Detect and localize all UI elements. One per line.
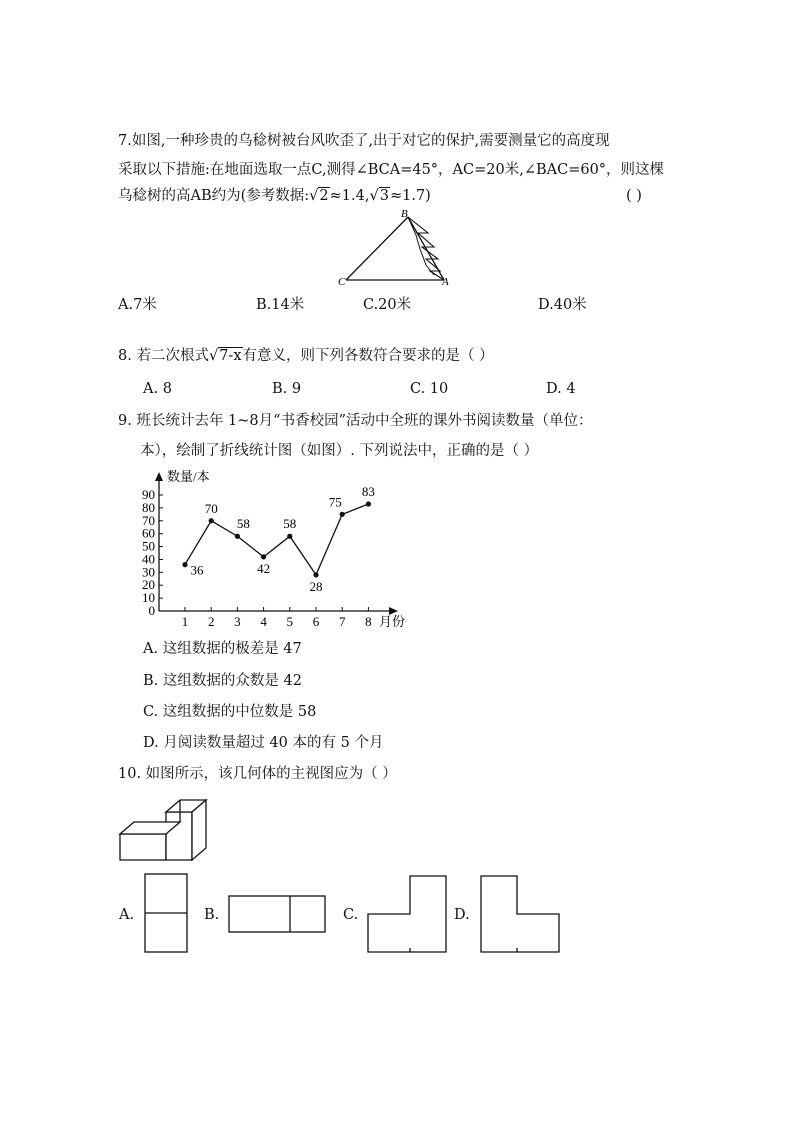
q10-option-c-view[interactable] [366, 874, 448, 954]
q10-option-c-label[interactable]: C. [343, 907, 359, 923]
y-axis-arrow [155, 472, 163, 481]
x-tick-label: 8 [365, 614, 372, 629]
y-tick-label: 0 [148, 603, 155, 618]
q9-line-2: 本），绘制了折线统计图（如图）. 下列说法中，正确的是（ ） [140, 443, 539, 459]
y-tick-label: 30 [142, 564, 155, 580]
tree-triangle-figure [336, 205, 456, 290]
data-label: 58 [236, 516, 250, 532]
approx-1: ≈1.4, [329, 188, 370, 204]
data-label: 70 [204, 500, 218, 516]
x-tick-label: 3 [234, 614, 241, 629]
data-point [287, 534, 292, 539]
y-tick-label: 90 [142, 487, 155, 502]
q7-line-3 [118, 186, 431, 206]
q7-option-d[interactable]: D.40米 [538, 297, 587, 313]
data-point [235, 534, 240, 539]
q10-option-d-view[interactable] [479, 874, 561, 954]
q10-option-a-view[interactable] [143, 872, 189, 954]
q8-option-c[interactable]: C. 10 [410, 381, 449, 397]
y-tick-label: 10 [142, 590, 155, 606]
q7-option-a[interactable]: A.7米 [118, 297, 157, 313]
y-axis-label: 数量/本 [167, 469, 210, 484]
q9-option-d[interactable]: D. 月阅读数量超过 40 本的有 5 个月 [143, 735, 384, 751]
q7-line-1: 7.如图,一种珍贵的乌稔树被台风吹歪了,出于对它的保护,需要测量它的高度现 [118, 133, 610, 149]
q8-option-d[interactable]: D. 4 [546, 381, 576, 397]
q10-option-d-label[interactable]: D. [454, 907, 470, 923]
q9-line-1: 9. 班长统计去年 1~8月“书香校园”活动中全班的课外书阅读数量（单位： [118, 413, 593, 429]
q10-option-a-label[interactable]: A. [119, 907, 135, 923]
data-point [209, 518, 214, 523]
data-label: 75 [328, 494, 342, 510]
q7-line-3-text: 乌稔树的高AB约为(参考数据: [118, 188, 310, 204]
q7-line-2: 采取以下措施:在地面选取一点C,测得∠BCA=45°，AC=20米,∠BAC=60°，则这棵 [118, 162, 665, 178]
data-label: 36 [190, 562, 204, 578]
x-tick-label: 6 [312, 614, 320, 629]
q8-option-b[interactable]: B. 9 [272, 381, 302, 397]
q7-answer-bracket: ( ) [626, 188, 642, 204]
q8-option-a[interactable]: A. 8 [143, 381, 172, 397]
label-b: B [401, 208, 408, 220]
data-label: 58 [283, 516, 297, 532]
data-point [313, 572, 318, 577]
label-a: A [442, 276, 449, 288]
x-tick-label: 1 [181, 614, 189, 629]
q10-option-b-view[interactable] [227, 894, 327, 934]
q9-option-b[interactable]: B. 这组数据的众数是 42 [143, 673, 302, 689]
y-tick-label: 60 [142, 525, 155, 541]
data-point [340, 512, 345, 517]
q10-option-b-label[interactable]: B. [204, 907, 220, 923]
q10-line: 10. 如图所示，该几何体的主视图应为（ ） [118, 766, 397, 782]
sqrt-7-x: √7-x [208, 348, 242, 364]
y-tick-label: 70 [142, 512, 155, 528]
label-c: C [338, 276, 346, 288]
q9-option-a[interactable]: A. 这组数据的极差是 47 [143, 641, 302, 657]
y-tick-label: 20 [142, 577, 155, 593]
data-label: 83 [361, 484, 375, 500]
data-label: 28 [309, 578, 323, 594]
q7-option-c[interactable]: C.20米 [363, 297, 412, 313]
q9-option-c[interactable]: C. 这组数据的中位数是 58 [143, 704, 317, 720]
data-label: 42 [257, 560, 271, 576]
x-tick-label: 7 [338, 614, 346, 629]
y-tick-label: 80 [142, 499, 155, 515]
sqrt-2: √2 [309, 188, 329, 204]
x-tick-label: 4 [260, 614, 267, 629]
y-tick-label: 50 [142, 538, 155, 554]
data-point [182, 562, 187, 567]
data-point [261, 554, 266, 559]
q8-text-b: 有意义，则下列各数符合要求的是（ ） [242, 348, 494, 364]
x-tick-label: 2 [207, 614, 215, 629]
line-chart [130, 465, 415, 637]
q8-text-a: 8. 若二次根式 [118, 348, 209, 364]
sqrt-3: √3 [369, 188, 389, 204]
q8-line [118, 346, 494, 366]
x-tick-label: 5 [286, 614, 294, 629]
q7-option-b[interactable]: B.14米 [256, 297, 305, 313]
solid-figure-3d [116, 796, 212, 864]
x-axis-label: 月份 [379, 614, 406, 629]
y-tick-label: 40 [142, 551, 155, 567]
approx-2: ≈1.7) [389, 188, 431, 204]
data-point [366, 501, 371, 506]
